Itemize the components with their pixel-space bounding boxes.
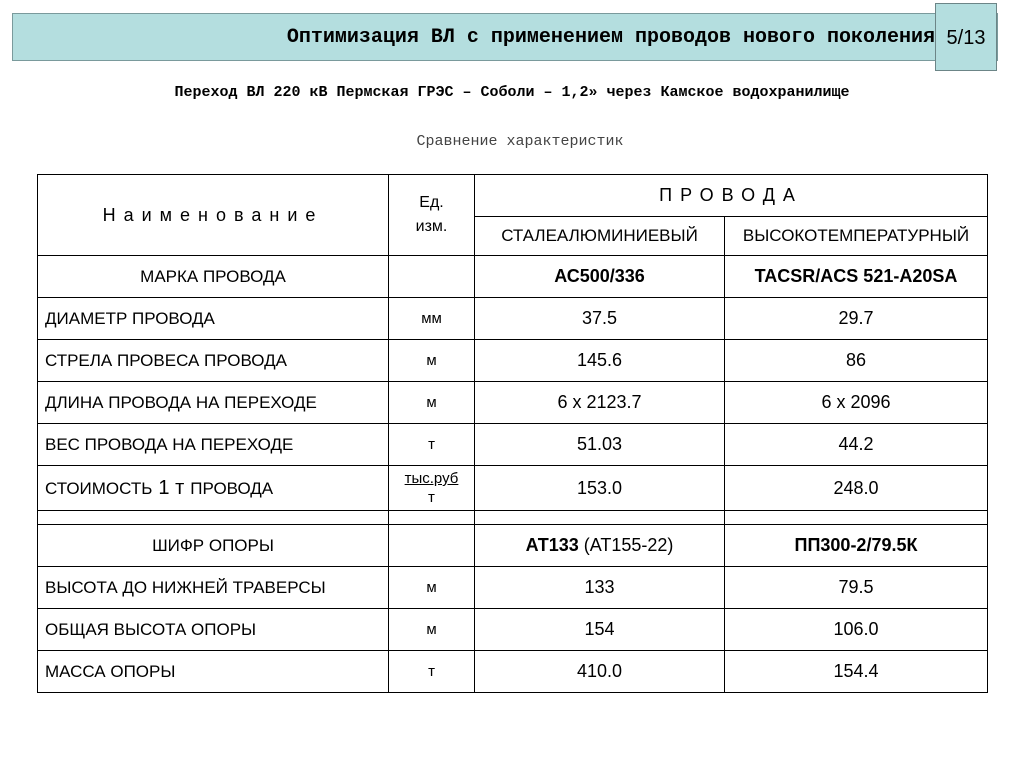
row-name: ВЫСОТА ДО НИЖНЕЙ ТРАВЕРСЫ bbox=[38, 567, 389, 609]
header-unit-line2: изм. bbox=[415, 218, 448, 235]
table-caption: Сравнение характеристик bbox=[416, 133, 624, 150]
header-col2: ВЫСОКОТЕМПЕРАТУРНЫЙ bbox=[725, 217, 988, 256]
row-value-1: АС500/336 bbox=[475, 256, 725, 298]
table-header-row bbox=[38, 175, 988, 217]
row-name bbox=[38, 466, 389, 511]
table-row bbox=[38, 609, 988, 651]
table-row bbox=[38, 340, 988, 382]
row-value-2: 79.5 bbox=[725, 567, 988, 609]
header-col1: СТАЛЕАЛЮМИНИЕВЫЙ bbox=[475, 217, 725, 256]
row-unit: т bbox=[389, 424, 475, 466]
row-unit: м bbox=[389, 340, 475, 382]
row-unit bbox=[389, 525, 475, 567]
table-row bbox=[38, 256, 988, 298]
row-value-2: 44.2 bbox=[725, 424, 988, 466]
spacer-cell bbox=[725, 511, 988, 525]
row-name: ВЕС ПРОВОДА НА ПЕРЕХОДЕ bbox=[38, 424, 389, 466]
header-unit-line1: Ед. bbox=[419, 194, 444, 211]
row-name: СТРЕЛА ПРОВЕСА ПРОВОДА bbox=[38, 340, 389, 382]
row-name: ДЛИНА ПРОВОДА НА ПЕРЕХОДЕ bbox=[38, 382, 389, 424]
header-unit bbox=[389, 175, 475, 256]
row-value-2: TACSR/ACS 521-A20SA bbox=[725, 256, 988, 298]
row-unit-line1: тыс.руб bbox=[404, 470, 459, 487]
row-name-part1: СТОИМОСТЬ bbox=[45, 478, 153, 498]
row-value-2: 29.7 bbox=[725, 298, 988, 340]
row-value-1: 133 bbox=[475, 567, 725, 609]
row-value-1: 410.0 bbox=[475, 651, 725, 693]
row-value-1-main: АТ133 bbox=[525, 535, 579, 555]
slide-title: Оптимизация ВЛ с применением проводов нового поколения bbox=[286, 26, 935, 49]
row-name-part2: 1 т bbox=[158, 476, 185, 499]
row-value-2: ПП300-2/79.5К bbox=[725, 525, 988, 567]
row-name: ШИФР ОПОРЫ bbox=[38, 525, 389, 567]
table-row bbox=[38, 466, 988, 511]
comparison-table bbox=[37, 174, 988, 693]
row-value-2: 6 х 2096 bbox=[725, 382, 988, 424]
row-unit-line2: т bbox=[428, 489, 435, 506]
table-row bbox=[38, 651, 988, 693]
row-value-2: 86 bbox=[725, 340, 988, 382]
table-spacer-row bbox=[38, 511, 988, 525]
row-value-1-extra: (АТ155-22) bbox=[583, 535, 674, 555]
table-row bbox=[38, 525, 988, 567]
row-value-1: 154 bbox=[475, 609, 725, 651]
table-row bbox=[38, 567, 988, 609]
row-value-2: 106.0 bbox=[725, 609, 988, 651]
row-value-1: 51.03 bbox=[475, 424, 725, 466]
row-name: ДИАМЕТР ПРОВОДА bbox=[38, 298, 389, 340]
header-name: Наименование bbox=[38, 175, 389, 256]
row-unit: т bbox=[389, 651, 475, 693]
spacer-cell bbox=[475, 511, 725, 525]
row-name: МАРКА ПРОВОДА bbox=[38, 256, 389, 298]
spacer-cell bbox=[38, 511, 389, 525]
row-value-1: 153.0 bbox=[475, 466, 725, 511]
row-name: ОБЩАЯ ВЫСОТА ОПОРЫ bbox=[38, 609, 389, 651]
row-name-part3: ПРОВОДА bbox=[190, 478, 274, 498]
row-unit bbox=[389, 466, 475, 511]
row-value-2: 248.0 bbox=[725, 466, 988, 511]
page-indicator: 5/13 bbox=[935, 3, 997, 71]
row-unit: мм bbox=[389, 298, 475, 340]
spacer-cell bbox=[389, 511, 475, 525]
row-value-1 bbox=[475, 525, 725, 567]
table-row bbox=[38, 298, 988, 340]
row-value-1: 6 х 2123.7 bbox=[475, 382, 725, 424]
table-row bbox=[38, 382, 988, 424]
row-value-1: 37.5 bbox=[475, 298, 725, 340]
table-row bbox=[38, 424, 988, 466]
row-name: МАССА ОПОРЫ bbox=[38, 651, 389, 693]
row-unit: м bbox=[389, 567, 475, 609]
slide-subtitle: Переход ВЛ 220 кВ Пермская ГРЭС – Соболи – 1,2» через Камское водохранилище bbox=[174, 84, 850, 101]
row-unit: м bbox=[389, 609, 475, 651]
row-unit bbox=[389, 256, 475, 298]
row-value-2: 154.4 bbox=[725, 651, 988, 693]
header-group: ПРОВОДА bbox=[475, 175, 988, 217]
row-value-1: 145.6 bbox=[475, 340, 725, 382]
title-bar bbox=[12, 13, 998, 61]
row-unit: м bbox=[389, 382, 475, 424]
